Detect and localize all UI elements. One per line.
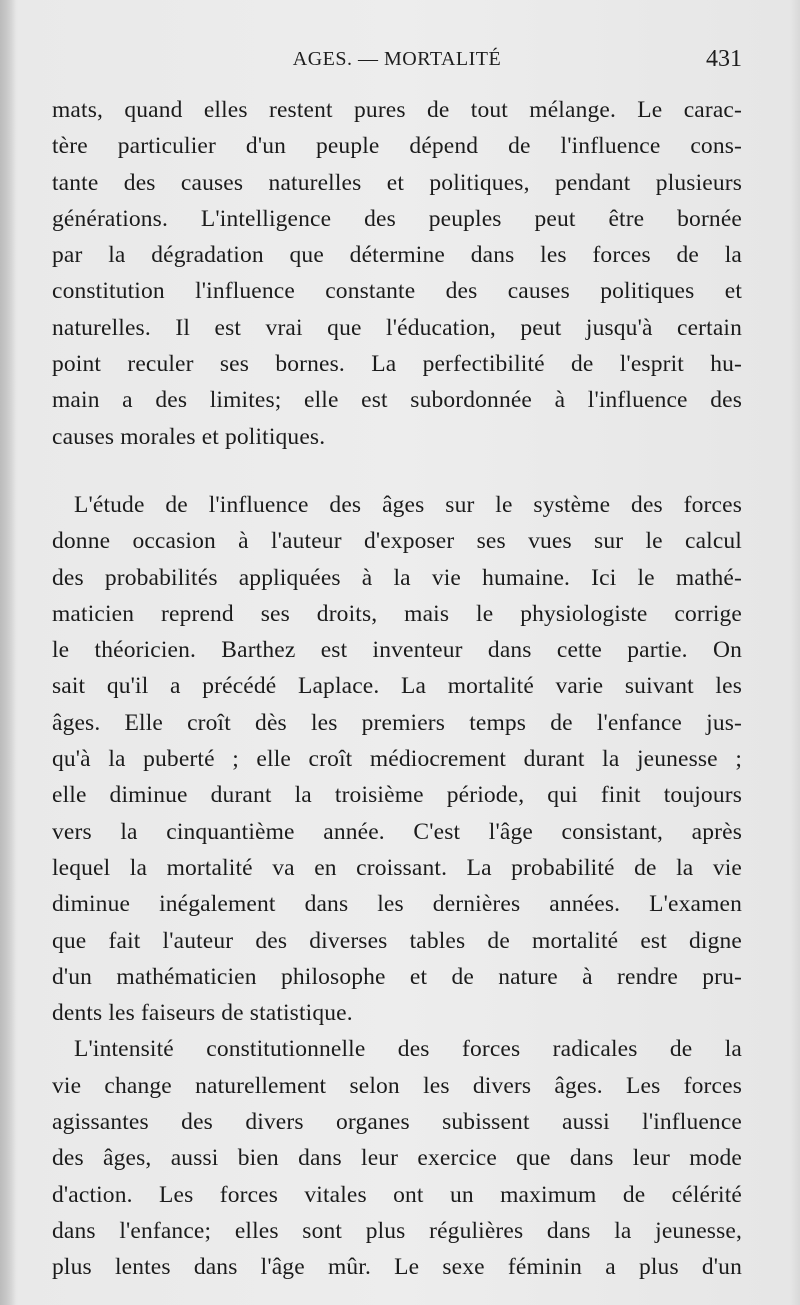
text-line: sait qu'il a précédé Laplace. La mortalité varie suivant les [52, 673, 742, 700]
text-line: constitution l'influence constante des causes politiques et [52, 278, 742, 305]
text-line: elle diminue durant la troisième période, qui finit toujours [52, 782, 742, 809]
text-line: vers la cinquantième année. C'est l'âge consistant, après [52, 818, 742, 845]
text-line: causes morales et politiques. [52, 423, 326, 450]
text-line: générations. L'intelligence des peuples peut être bornée [52, 205, 742, 232]
text-line: diminue inégalement dans les dernières années. L'examen [52, 891, 742, 918]
text-line: donne occasion à l'auteur d'exposer ses vues sur le calcul [52, 528, 742, 555]
text-line: le théoricien. Barthez est inventeur dans cette partie. On [52, 637, 742, 664]
paragraph-gap [52, 455, 742, 487]
text-line: tère particulier d'un peuple dépend de l'influence cons- [52, 133, 742, 160]
text-line: d'action. Les forces vitales ont un maximum de célérité [52, 1181, 742, 1208]
text-line: L'étude de l'influence des âges sur le système des forces [74, 491, 742, 518]
text-line: plus lentes dans l'âge mûr. Le sexe féminin a plus d'un [52, 1254, 742, 1281]
text-line: que fait l'auteur des diverses tables de mortalité est digne [52, 927, 742, 954]
text-line: point reculer ses bornes. La perfectibilité de l'esprit hu- [52, 351, 742, 378]
text-line: lequel la mortalité va en croissant. La probabilité de la vie [52, 854, 742, 881]
text-line: main a des limites; elle est subordonnée à l'influence des [52, 387, 742, 414]
page-number: 431 [706, 46, 742, 72]
text-line: des probabilités appliquées à la vie humaine. Ici le mathé- [52, 564, 742, 591]
text-line: vie change naturellement selon les divers âges. Les forces [52, 1072, 742, 1099]
text-line: âges. Elle croît dès les premiers temps de l'enfance jus- [52, 709, 742, 736]
running-title: AGES. — MORTALITÉ [292, 48, 502, 70]
text-line: agissantes des divers organes subissent aussi l'influence [52, 1109, 742, 1136]
paragraph-2 [52, 487, 742, 1031]
page-header [52, 44, 742, 78]
text-line: dents les faiseurs de statistique. [52, 1000, 353, 1027]
text-line: maticien reprend ses droits, mais le physiologiste corrige [52, 600, 742, 627]
text-line: L'intensité constitutionnelle des forces radicales de la [74, 1036, 742, 1063]
text-line: naturelles. Il est vrai que l'éducation, peut jusqu'à certain [52, 314, 742, 341]
text-line: par la dégradation que détermine dans les forces de la [52, 242, 742, 269]
paragraph-3 [52, 1031, 742, 1285]
page-gutter-shadow [0, 0, 16, 1305]
paragraph-1 [52, 92, 742, 455]
text-line: d'un mathématicien philosophe et de nature à rendre pru- [52, 963, 742, 990]
text-line: qu'à la puberté ; elle croît médiocrement durant la jeunesse ; [52, 746, 742, 773]
body-text [52, 92, 742, 1286]
text-line: dans l'enfance; elles sont plus régulières dans la jeunesse, [52, 1217, 742, 1244]
text-line: tante des causes naturelles et politiques, pendant plusieurs [52, 169, 742, 196]
text-line: mats, quand elles restent pures de tout mélange. Le carac- [52, 97, 742, 123]
text-line: des âges, aussi bien dans leur exercice que dans leur mode [52, 1145, 742, 1172]
